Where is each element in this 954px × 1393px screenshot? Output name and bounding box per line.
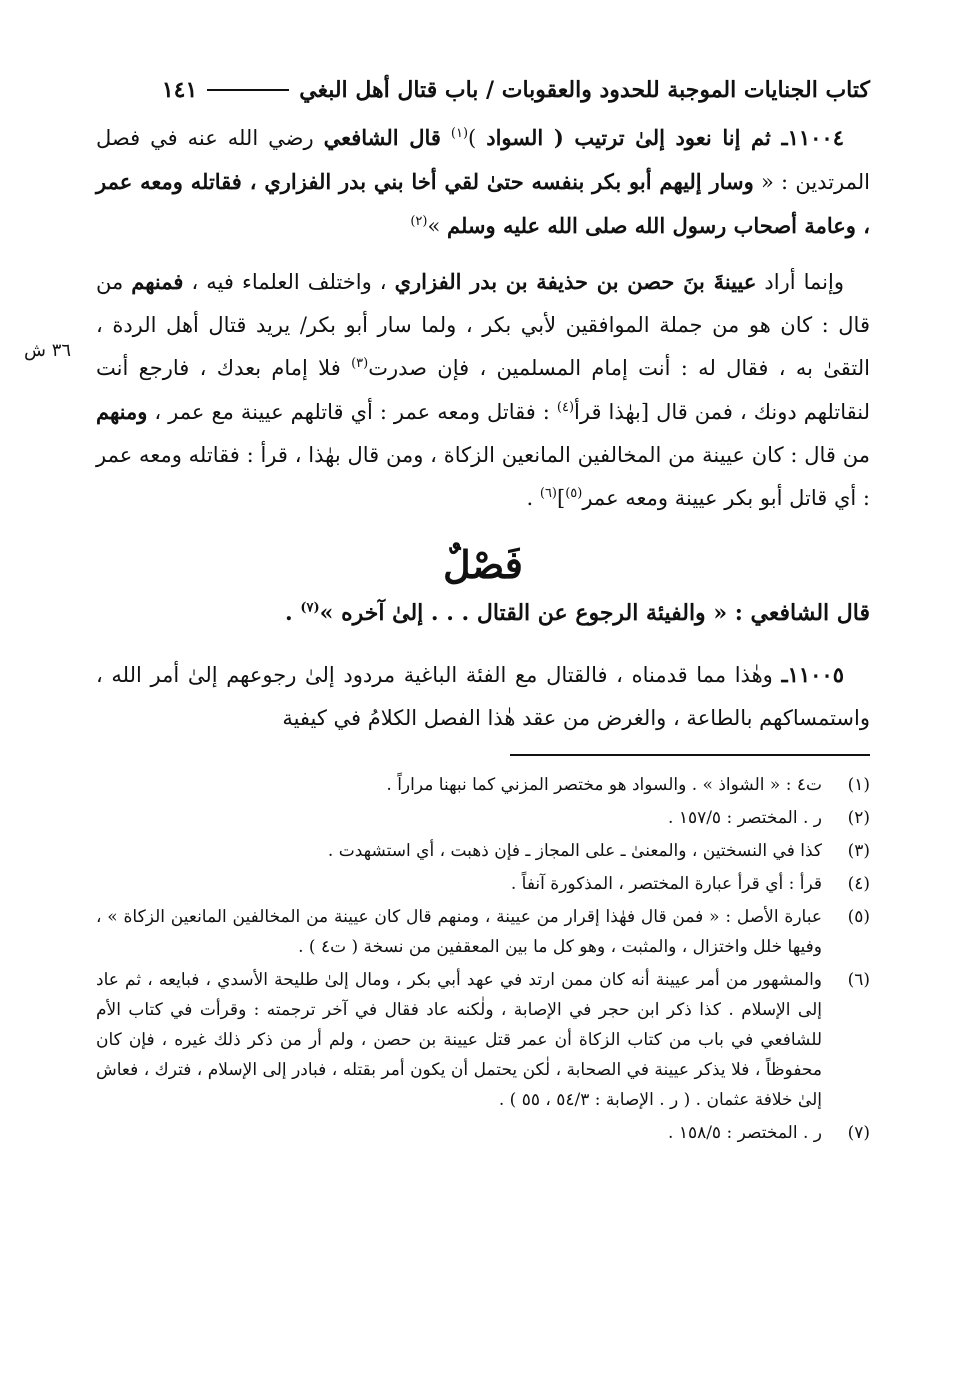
- footnote-text: ر . المختصر : ١٥٨/٥ .: [668, 1123, 822, 1143]
- page-number: ١٤١: [161, 77, 198, 103]
- footnote-number: (١): [847, 775, 870, 795]
- paragraph-uyayna: [96, 260, 870, 520]
- para2-c: ، واختلف العلماء فيه ،: [183, 270, 395, 294]
- footnote-text: كذا في النسختين ، والمعنىٰ ـ على المجاز ـ فإن ذهبت ، أي استشهدت .: [327, 841, 822, 861]
- para1-c: ): [468, 126, 487, 150]
- footnote-text: قرأ : أي قرأ عبارة المختصر ، المذكورة آنفاً .: [510, 874, 822, 894]
- para3-number: ١١٠٠٥ـ: [781, 662, 844, 687]
- footnote-ref-2[interactable]: (٢): [410, 214, 428, 229]
- para2-i: من قال : كان عيينة من المخالفين المانعين الزكاة ، ومن قال بهٰذا ، قرأ : فقاتله ومعه عمر : أي قاتل أبو بكر عيينة ومعه عمر: [96, 443, 870, 510]
- footnote-text: عبارة الأصل : « فمن قال فهٰذا إقرار من عيينة ، ومنهم قال كان عيينة من المخالفين المانعين الزكاة » ، وفيها خلل واختزال ، والمثبت ، وهو كل ما بين المعقفين من نسخة ( ت٤ ) .: [96, 907, 822, 957]
- footnote-4: [96, 869, 870, 899]
- section-heading-fasl: فَصْلٌ: [443, 542, 523, 587]
- footnote-number: (٧): [847, 1123, 870, 1143]
- header-title: كتاب الجنايات الموجبة للحدود والعقوبات / باب قتال أهل البغي: [299, 77, 870, 103]
- footnote-number: (٤): [847, 874, 870, 894]
- footnote-text: ت٤ : « الشواذ » . والسواد هو مختصر المزني كما نبهنا مراراً .: [386, 775, 822, 795]
- para2-j: ]: [557, 486, 566, 510]
- footnote-2: [96, 803, 870, 833]
- footnote-text: ر . المختصر : ١٥٧/٥ .: [668, 808, 822, 828]
- footnotes: [96, 770, 870, 1148]
- paragraph-11004: [96, 116, 870, 248]
- header-rule: [207, 89, 289, 91]
- para1-d: [441, 126, 451, 150]
- para2-e: من قال : كان هو من جملة الموافقين لأبي بكر ، ولما سار أبو بكر/ يريد قتال أهل الردة ، التقىٰ به ، فقال له : أنت إمام المسلمين ، فإن صدرت: [96, 270, 870, 380]
- para3-text: وهٰذا مما قدمناه ، فالقتال مع الفئة الباغية مردود إلىٰ رجوعهم إلىٰ أمر الله ، واستمساكهم بالطاعة ، والغرض من عقد هٰذا الفصل الكلامُ في كيفية: [96, 663, 870, 730]
- para2-f: فلا إمام بعدك ، فارجع أنت لنقاتلهم دونك ، فمن قال [بهٰذا قرأ: [96, 356, 870, 424]
- footnote-3: [96, 836, 870, 866]
- para2-a: وإنما أراد: [756, 270, 844, 294]
- para1-h: »: [427, 214, 447, 238]
- para1-number: ١١٠٠٤ـ ثم إنا نعود إلىٰ ترتيب (: [543, 125, 844, 150]
- footnote-5: [96, 902, 870, 962]
- section-quote-end: .: [285, 600, 301, 626]
- para2-minhum-2: ومنهم: [96, 399, 148, 424]
- footnote-ref-3[interactable]: (٣): [351, 356, 369, 371]
- running-header: [96, 70, 870, 110]
- section-quote-text: قال الشافعي : « والفيئة الرجوع عن القتال . . . إلىٰ آخره »: [319, 600, 870, 626]
- footnote-7: [96, 1118, 870, 1148]
- margin-note: ٣٦ ش: [24, 340, 72, 361]
- footnote-6: [96, 965, 870, 1115]
- footnote-number: (٦): [847, 970, 870, 990]
- para1-shafii: قال الشافعي: [323, 125, 441, 150]
- footnote-number: (٢): [847, 808, 870, 828]
- footnote-1: [96, 770, 870, 800]
- para1-quote: وسار إليهم أبو بكر بنفسه حتىٰ لقي أخا بني بدر الفزاري ، فقاتله ومعه عمر ، وعامة أصحاب رسول الله صلى الله عليه وسلم: [96, 169, 870, 238]
- footnote-number: (٥): [847, 907, 870, 927]
- footnote-separator: [510, 754, 870, 756]
- footnote-ref-4[interactable]: (٤): [556, 400, 575, 415]
- para1-sawad: السواد: [486, 125, 544, 150]
- footnote-ref-7[interactable]: (٧): [300, 600, 320, 616]
- para2-minhum: فمنهم: [131, 269, 184, 294]
- para2-g: : فقاتل ومعه عمر : أي قاتلهم عيينة مع عمر ،: [147, 400, 557, 424]
- para1-f: رضي الله عنه في فصل المرتدين : «: [96, 126, 870, 194]
- footnote-ref-6[interactable]: (٦): [539, 486, 557, 501]
- footnote-number: (٣): [847, 841, 870, 861]
- section-quote: [96, 591, 870, 635]
- paragraph-11005: [96, 653, 870, 740]
- footnote-ref-1[interactable]: (١): [450, 126, 469, 141]
- footnote-text: والمشهور من أمر عيينة أنه كان ممن ارتد في عهد أبي بكر ، ومال إلىٰ طليحة الأسدي ، فبايعه ، ثم عاد إلى الإسلام . كذا ذكر ابن حجر في الإصابة ، ولٰكنه عاد فقال في آخر ترجمته : وقرأت في كتاب الأم للشافعي في باب من كتاب الزكاة أن عمر قتل عيينة بن حصن ، ولم أر من ذكر ذلك غيره ، فإن كان محفوظاً ، فلا يذكر عيينة في الصحابة ، لٰكن يحتمل أن يكون أمر بقتله ، فبادر إلى الإسلام ، فترك ، فعاش إلىٰ خلافة عثمان . ( ر . الإصابة : ٥٤/٣ ، ٥٥ ) .: [96, 970, 822, 1110]
- para2-k: .: [526, 486, 540, 510]
- para2-name: عيينةَ بنَ حصن بن حذيفة بن بدر الفزاري: [394, 269, 757, 294]
- footnote-ref-5[interactable]: (٥): [565, 486, 583, 501]
